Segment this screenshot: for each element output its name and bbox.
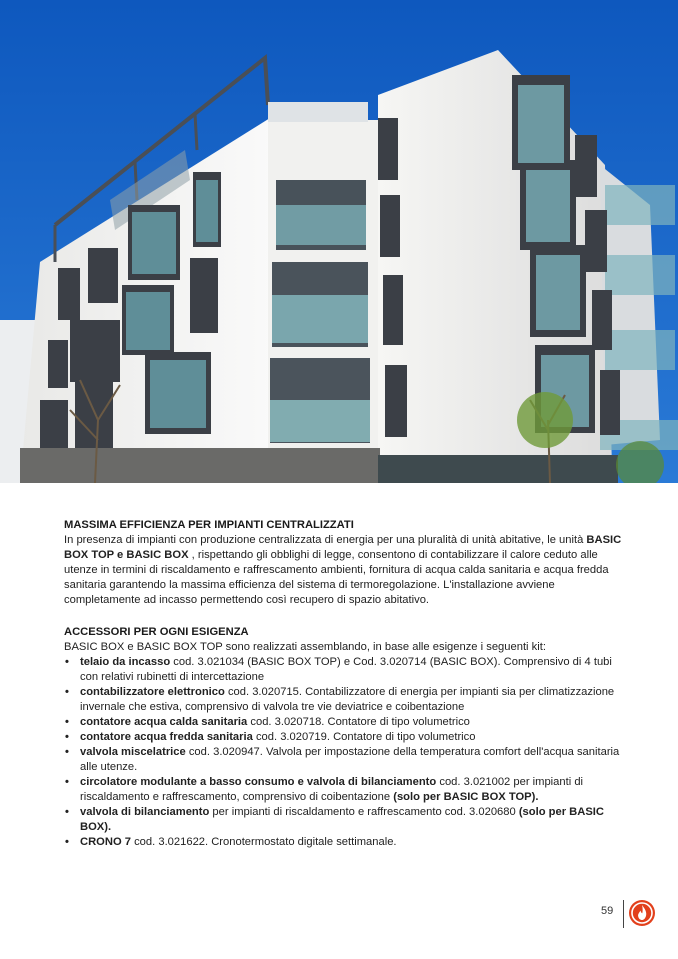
item-name: telaio da incasso xyxy=(80,656,171,668)
item-name: contatore acqua fredda sanitaria xyxy=(80,731,253,743)
item-text: cod. 3.020715. Contabilizzatore di energia per impianti sia per climatizzazione invernale che estiva, comprensivo di valvola tre vie deviatrice e coibentazione xyxy=(80,686,615,713)
item-name: CRONO 7 xyxy=(80,836,131,848)
item-text: per impianti di riscaldamento e raffrescamento cod. 3.020680 xyxy=(209,806,519,818)
item-text: cod. 3.020719. Contatore di tipo volumetrico xyxy=(252,731,476,743)
section-heading: MASSIMA EFFICIENZA PER IMPIANTI CENTRALIZZATI xyxy=(64,519,354,531)
bullet: • xyxy=(65,776,69,788)
list-item xyxy=(64,745,624,775)
section-paragraph xyxy=(64,533,624,608)
item-text: cod. 3.021002 per impianti di riscaldamento e raffrescamento, comprensivo di coibentazione xyxy=(80,776,584,803)
list-item xyxy=(64,730,624,745)
item-name: contabilizzatore elettronico xyxy=(80,686,225,698)
item-suffix: (solo per BASIC BOX TOP). xyxy=(393,791,539,803)
bullet: • xyxy=(65,716,69,728)
section-heading: ACCESSORI PER OGNI ESIGENZA xyxy=(64,626,249,638)
item-text: cod. 3.021622. Cronotermostato digitale settimanale. xyxy=(130,836,397,848)
item-name: circolatore modulante a basso consumo e valvola di bilanciamento xyxy=(80,776,437,788)
item-text: cod. 3.021034 (BASIC BOX TOP) e Cod. 3.020714 (BASIC BOX). Comprensivo di 4 tubi con relativi rubinetti di intercettazione xyxy=(80,656,612,683)
paragraph-text: , rispettando gli obblighi di legge, consentono di contabilizzare il calore ceduto alle utenze in termini di riscaldamento e raffrescamento ambienti, fornitura di acqua calda sanitaria e acqua fredda sanitaria garantendo la massima efficienza del sistema di termoregolazione. L'installazione avviene completamente ad incasso permettendo così recupero di spazio abitativo. xyxy=(64,549,609,606)
bullet: • xyxy=(65,656,69,668)
bullet: • xyxy=(65,731,69,743)
page-number: 59 xyxy=(601,905,614,917)
paragraph-text: In presenza di impianti con produzione centralizzata di energia per una pluralità di unità abitative, le unità xyxy=(64,534,587,546)
item-name: valvola di bilanciamento xyxy=(80,806,210,818)
kit-list xyxy=(64,655,624,850)
list-item xyxy=(64,835,624,850)
paragraph-bold-text: BASIC BOX TOP e BASIC BOX xyxy=(64,534,622,561)
footer-divider xyxy=(623,900,624,928)
list-item xyxy=(64,775,624,805)
item-name: contatore acqua calda sanitaria xyxy=(80,716,248,728)
bullet: • xyxy=(65,746,69,758)
list-item xyxy=(64,715,624,730)
flame-logo-icon xyxy=(628,899,656,927)
list-item xyxy=(64,685,624,715)
section-intro: BASIC BOX e BASIC BOX TOP sono realizzati assemblando, in base alle esigenze i seguenti kit: xyxy=(64,641,546,653)
list-item xyxy=(64,805,624,835)
bullet: • xyxy=(65,836,69,848)
bullet: • xyxy=(65,806,69,818)
item-text: cod. 3.020718. Contatore di tipo volumetrico xyxy=(247,716,470,728)
item-suffix: (solo per BASIC BOX). xyxy=(80,806,604,833)
bullet: • xyxy=(65,686,69,698)
item-name: valvola miscelatrice xyxy=(80,746,186,758)
list-item xyxy=(64,655,624,685)
main-text xyxy=(64,518,624,850)
item-text: cod. 3.020947. Valvola per impostazione della temperatura comfort dell'acqua sanitaria alle utenze. xyxy=(80,746,620,773)
